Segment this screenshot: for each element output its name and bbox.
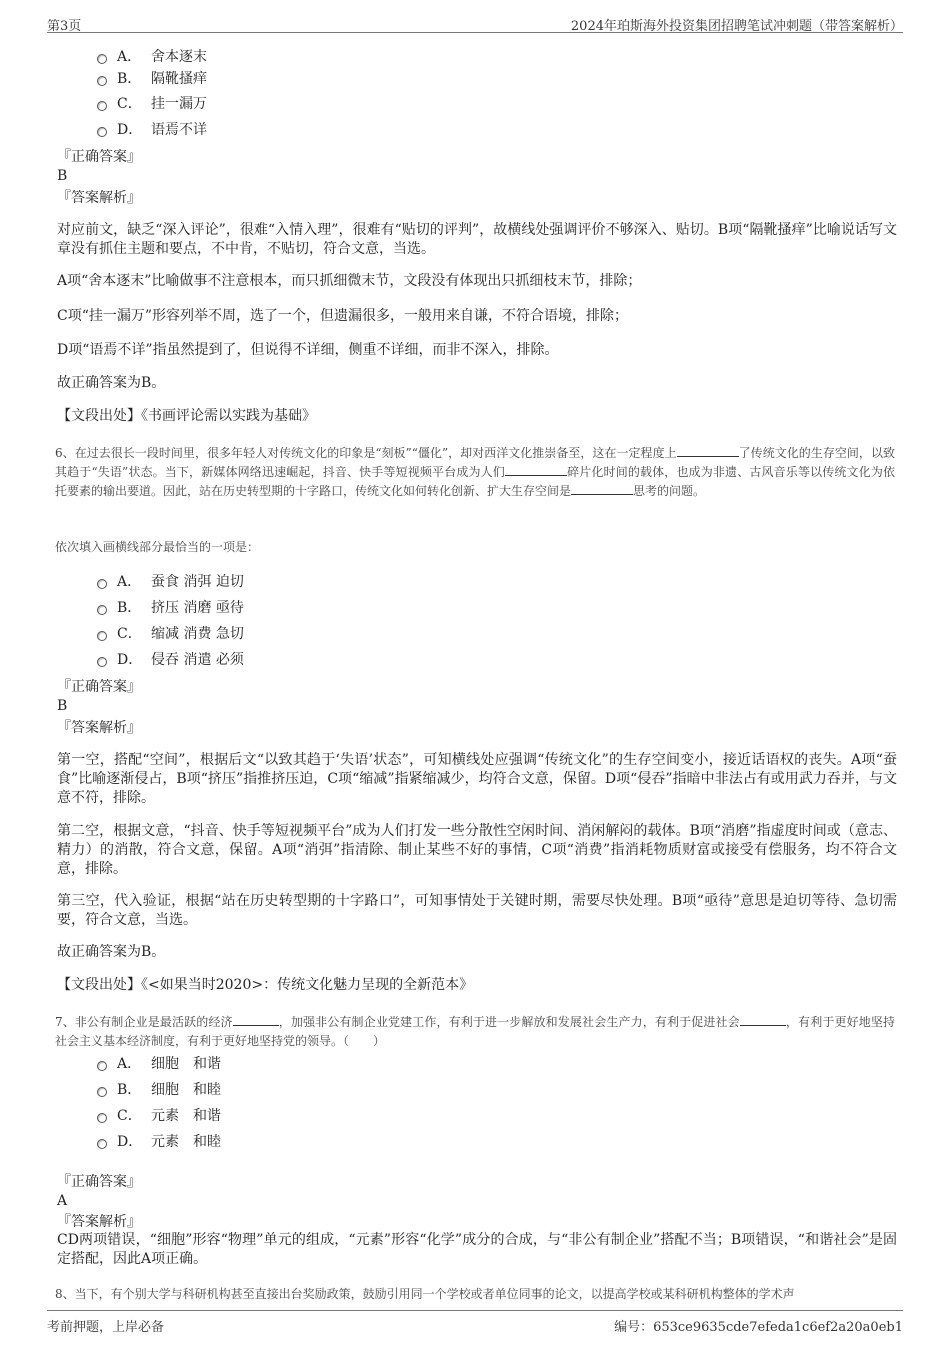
q7-answer: A [57, 1193, 68, 1209]
radio-icon[interactable] [97, 605, 107, 615]
blank-1 [233, 1013, 279, 1026]
q6-option-c[interactable]: C． 缩减 消费 急切 [97, 624, 244, 644]
radio-icon[interactable] [97, 631, 107, 641]
q5-option-b[interactable]: B． 隔靴搔痒 [97, 69, 207, 89]
q5-source: 【文段出处】《书画评论需以实践为基础》 [57, 408, 316, 424]
radio-icon[interactable] [97, 657, 107, 667]
document-id: 编号：653ce9635cde7efeda1c6ef2a20a0eb1 [614, 1320, 903, 1335]
q6-option-d[interactable]: D． 侵吞 消遣 必须 [97, 650, 244, 670]
radio-icon[interactable] [97, 1087, 107, 1097]
q5-analysis-p5: 故正确答案为B。 [57, 375, 166, 391]
q8-stem: 8、当下，有个别大学与科研机构甚至直接出台奖励政策，鼓励引用同一个学校或者单位同事的论文，以提高学校或某科研机构整体的学术声 [55, 1287, 795, 1301]
radio-icon[interactable] [97, 76, 107, 86]
q5-analysis-p1: 对应前文，缺乏“深入评论”，很难“入情入理”，很难有“贴切的评判”，故横线处强调评价不够深入、贴切。B项“隔靴搔痒”比喻说话写文章没有抓住主题和要点，不中肯，不贴切，符合文意，当选。 [57, 222, 897, 257]
blank-1 [677, 444, 739, 457]
radio-icon[interactable] [97, 1061, 107, 1071]
q5-analysis-p4: D项“语焉不详”指虽然提到了，但说得不详细，侧重不详细，而非不深入，排除。 [57, 342, 559, 358]
q5-answer-label: 『正确答案』 [57, 149, 141, 165]
page-header [47, 12, 903, 33]
q6-analysis-p1: 第一空，搭配“空间”，根据后文“以致其趋于‘失语’状态”，可知横线处应强调“传统文化”的生存空间变小，接近话语权的丧失。A项“蚕食”比喻逐渐侵占，B项“挤压”指推挤压迫，C项“缩减”指紧缩减少，均符合文意，保留。D项“侵吞”指暗中非法占有或用武力吞并，与文意不符，排除。 [57, 752, 897, 806]
document-title: 2024年珀斯海外投资集团招聘笔试冲刺题（带答案解析） [570, 19, 903, 34]
q7-analysis-label: 『答案解析』 [57, 1214, 141, 1230]
footer-slogan: 考前押题，上岸必备 [47, 1320, 165, 1335]
q6-analysis-p3: 第三空，代入验证，根据“站在历史转型期的十字路口”，可知事情处于关键时期，需要尽快处理。B项“亟待”意思是迫切等待、急切需要，符合文意，当选。 [57, 893, 897, 928]
q7-option-b[interactable]: B． 细胞 和睦 [97, 1080, 221, 1100]
q7-analysis: CD两项错误，“细胞”形容“物理”单元的组成，“元素”形容“化学”成分的合成，与“非公有制企业”搭配不当；B项错误，“和谐社会”是固定搭配，因此A项正确。 [57, 1232, 897, 1267]
radio-icon[interactable] [97, 101, 107, 111]
blank-3 [571, 482, 633, 495]
radio-icon[interactable] [97, 54, 107, 64]
page-number: 第3页 [47, 19, 82, 34]
q7-option-d[interactable]: D． 元素 和睦 [97, 1132, 221, 1152]
q6-stem: 6、在过去很长一段时间里，很多年轻人对传统文化的印象是“刻板”“僵化”，却对西洋文化推崇备至，这在一定程度上 了传统文化的生存空间，以致其趋于“失语”状态。当下，新媒体网络迅速崛起，抖音、快手等短视频平台成为人们 碎片化时间的载体，也成为非遗、古风音乐等以传统文化为依托要素的输出要道。因此，站在历史转型期的十字路口，传统文化如何转化创新、扩大生存空间是 思考的问题。 [55, 446, 895, 498]
q6-option-b[interactable]: B． 挤压 消磨 亟待 [97, 598, 244, 618]
blank-2 [505, 463, 567, 476]
q5-analysis-p2: A项“舍本逐末”比喻做事不注意根本，而只抓细微末节，文段没有体现出只抓细枝末节，排除； [57, 273, 642, 289]
q7-answer-label: 『正确答案』 [57, 1174, 141, 1190]
radio-icon[interactable] [97, 1139, 107, 1149]
q5-analysis-label: 『答案解析』 [57, 190, 141, 206]
q7-option-c[interactable]: C． 元素 和谐 [97, 1106, 221, 1126]
q6-option-a[interactable]: A． 蚕食 消弭 迫切 [97, 572, 244, 592]
q6-prompt: 依次填入画横线部分最恰当的一项是： [55, 540, 260, 554]
q6-analysis-label: 『答案解析』 [57, 720, 141, 736]
q5-option-c[interactable]: C． 挂一漏万 [97, 94, 207, 114]
q6-source: 【文段出处】《<如果当时2020>：传统文化魅力呈现的全新范本》 [57, 977, 474, 993]
page-footer [47, 1310, 903, 1339]
q6-analysis-p4: 故正确答案为B。 [57, 944, 166, 960]
q7-option-a[interactable]: A． 细胞 和谐 [97, 1054, 221, 1074]
radio-icon[interactable] [97, 579, 107, 589]
q5-answer: B [57, 168, 68, 184]
q5-option-d[interactable]: D． 语焉不详 [97, 120, 207, 140]
radio-icon[interactable] [97, 127, 107, 137]
blank-2 [740, 1013, 786, 1026]
q6-analysis-p2: 第二空，根据文意，“抖音、快手等短视频平台”成为人们打发一些分散性空闲时间、消闲解闷的载体。B项“消磨”指虚度时间或（意志、精力）的消散，符合文意，保留。A项“消弭”指清除、制止某些不好的事情，C项“消费”指消耗物质财富或接受有偿服务，均不符合文意，排除。 [57, 823, 897, 877]
q7-stem: 7、非公有制企业是最活跃的经济 ，加强非公有制企业党建工作，有利于进一步解放和发展社会生产力，有利于促进社会 ，有利于更好地坚持社会主义基本经济制度，有利于更好地坚持党的领导。（ ） [55, 1015, 895, 1048]
q6-answer: B [57, 698, 68, 714]
q5-analysis-p3: C项“挂一漏万”形容列举不周，选了一个，但遗漏很多，一般用来自谦，不符合语境，排除； [57, 308, 629, 324]
radio-icon[interactable] [97, 1113, 107, 1123]
q5-option-a[interactable]: A． 舍本逐末 [97, 47, 207, 67]
q6-answer-label: 『正确答案』 [57, 679, 141, 695]
